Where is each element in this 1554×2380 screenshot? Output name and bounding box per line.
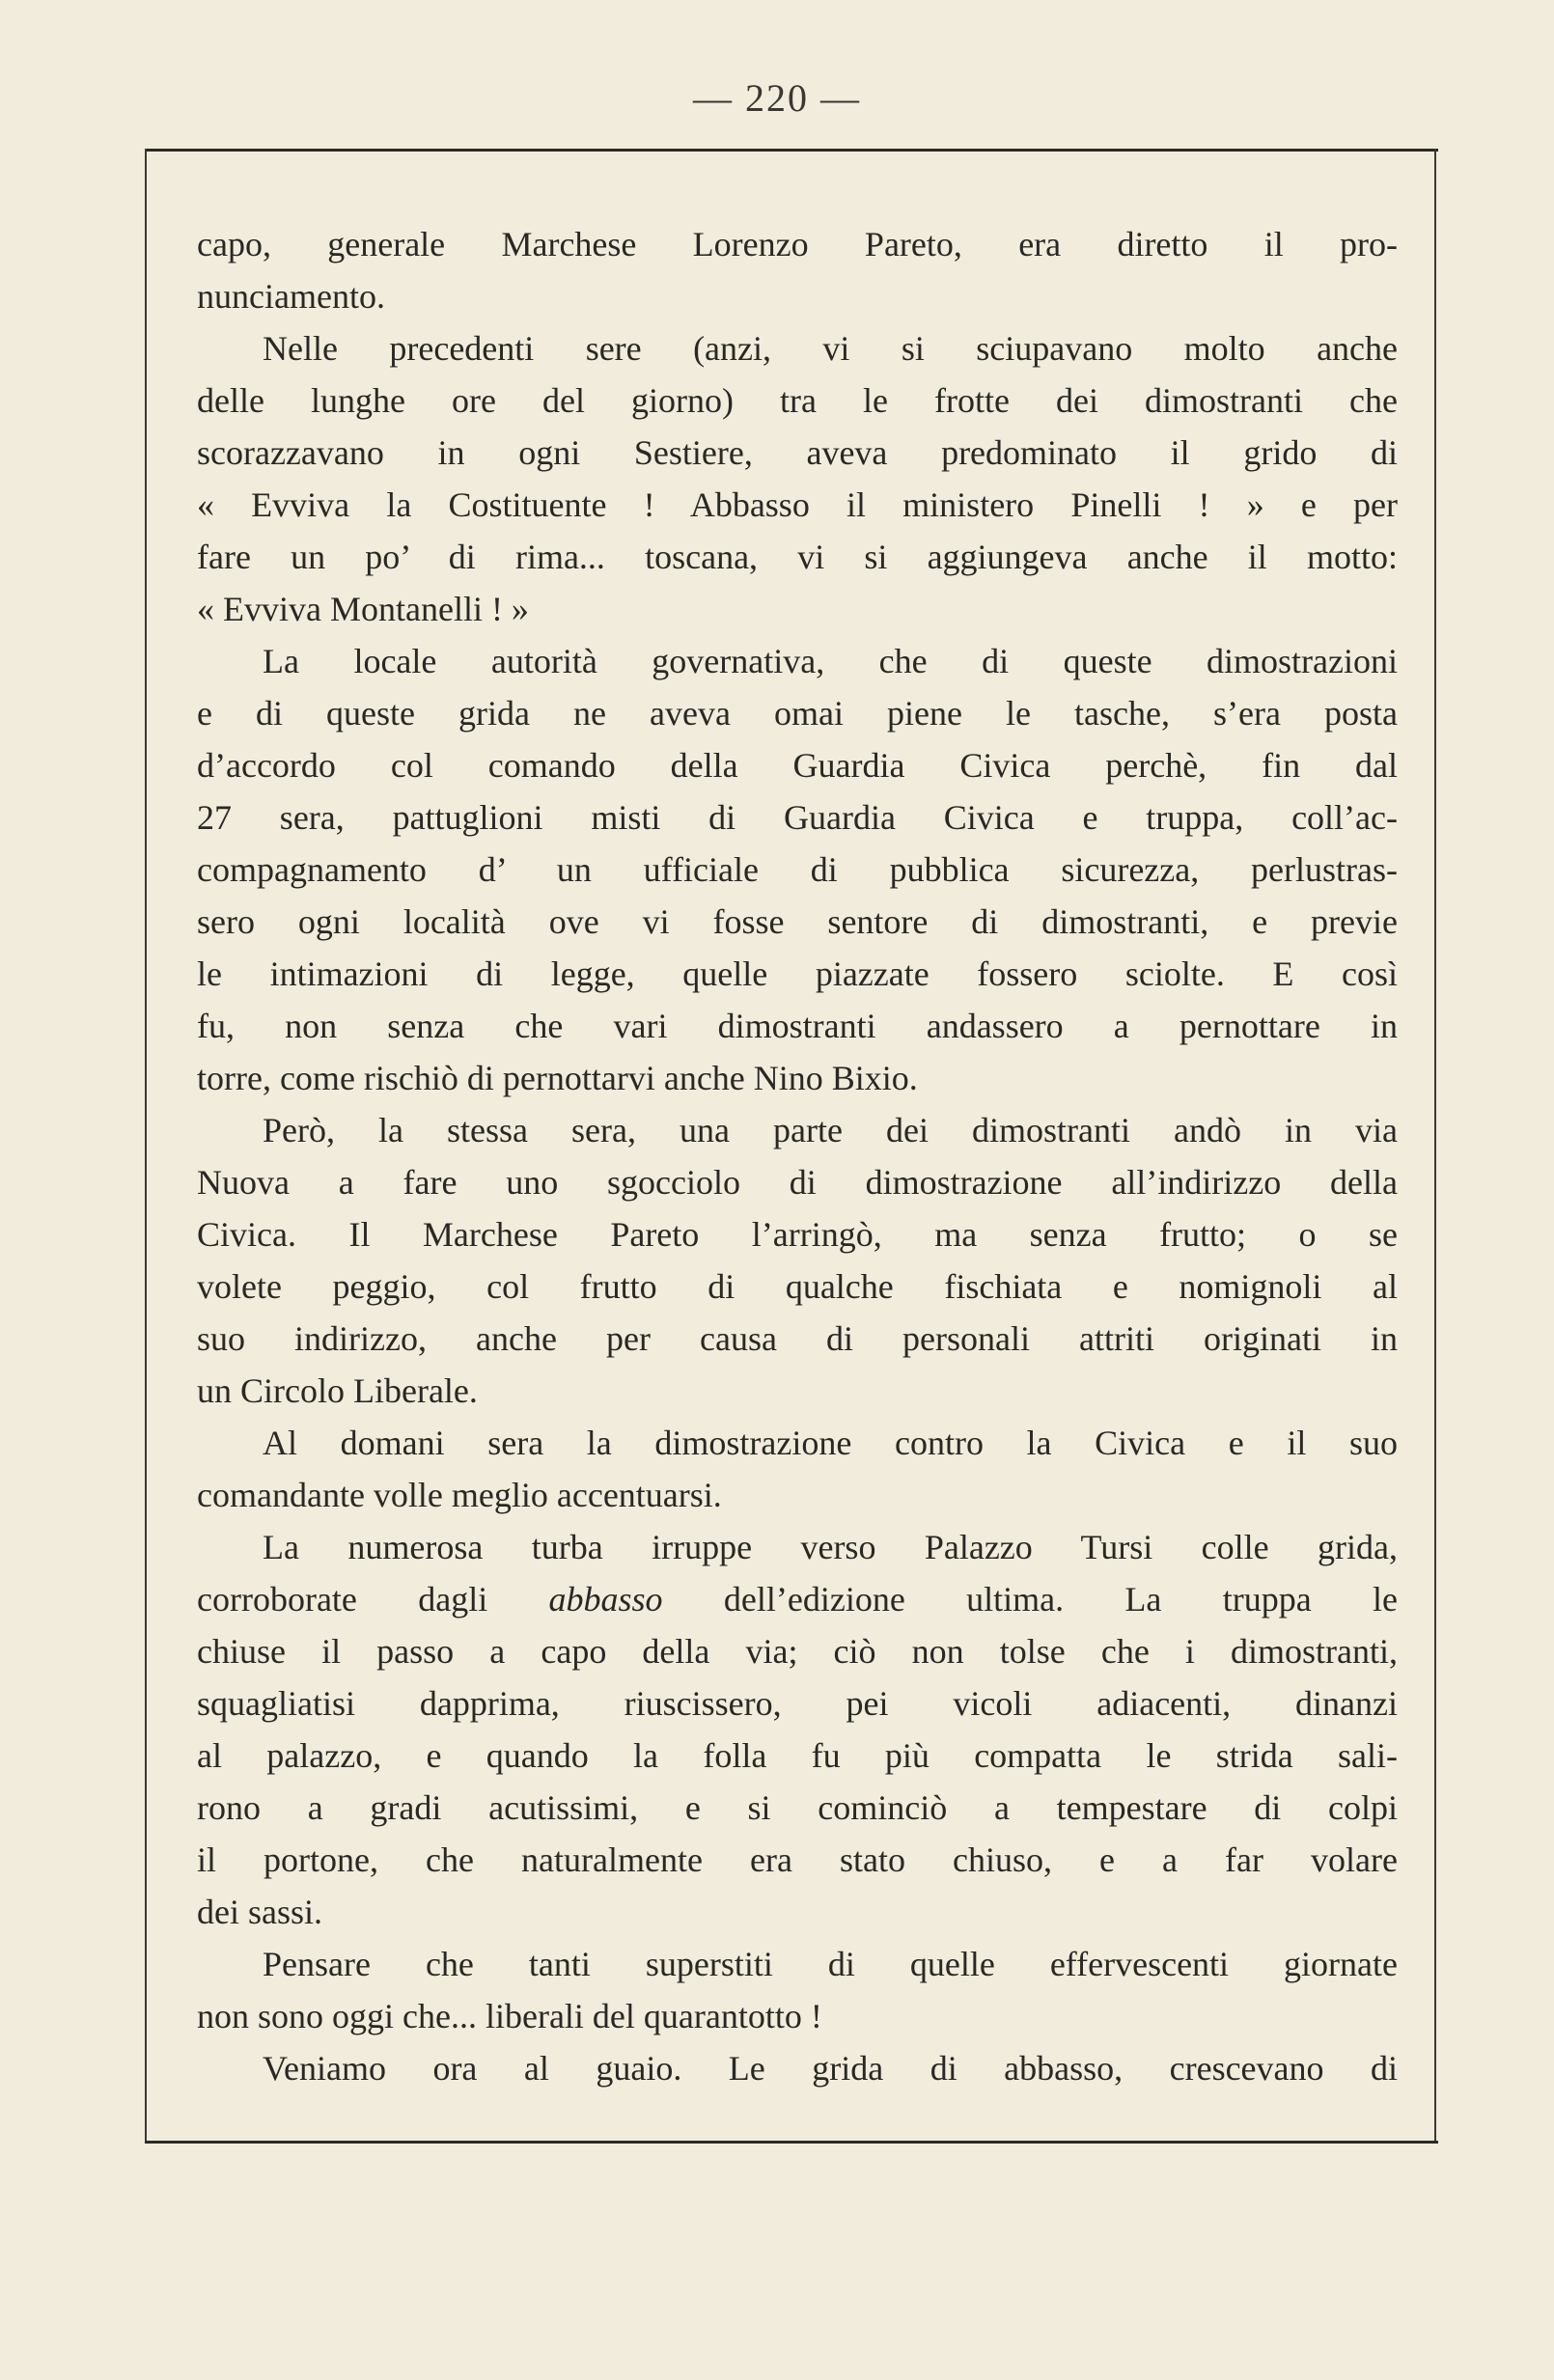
frame-top-rule [145, 149, 1438, 152]
text-line: torre, come rischiò di pernottarvi anche Nino Bixio. [197, 1059, 918, 1097]
text-line: Però, la stessa sera, una parte dei dimostranti andò in via [263, 1111, 1398, 1149]
text-line: Nuova a fare uno sgocciolo di dimostrazione all’indirizzo della [197, 1163, 1398, 1202]
text-line: scorazzavano in ogni Sestiere, aveva predominato il grido di [197, 433, 1398, 472]
text-line: le intimazioni di legge, quelle piazzate fossero sciolte. E così [197, 955, 1398, 993]
text-line: comandante volle meglio accentuarsi. [197, 1476, 722, 1514]
text-line: Al domani sera la dimostrazione contro la Civica e il suo [263, 1424, 1398, 1462]
text-line: suo indirizzo, anche per causa di personali attriti originati in [197, 1319, 1398, 1358]
text-line: La locale autorità governativa, che di queste dimostrazioni [263, 642, 1398, 680]
text-line: d’accordo col comando della Guardia Civica perchè, fin dal [197, 746, 1398, 785]
text-line: squagliatisi dapprima, riuscissero, pei vicoli adiacenti, dinanzi [197, 1684, 1398, 1723]
text-line: Civica. Il Marchese Pareto l’arringò, ma senza frutto; o se [197, 1215, 1398, 1254]
text-line: « Evviva la Costituente ! Abbasso il ministero Pinelli ! » e per [197, 485, 1398, 524]
text-line: non sono oggi che... liberali del quarantotto ! [197, 1997, 822, 2035]
text-line: sero ogni località ove vi fosse sentore di dimostranti, e previe [197, 902, 1398, 941]
frame-right-rule [1434, 149, 1436, 2143]
text-line [197, 1573, 1398, 1625]
text-line: e di queste grida ne aveva omai piene le tasche, s’era posta [197, 694, 1398, 733]
text-line: Nelle precedenti sere (anzi, vi si sciupavano molto anche [263, 329, 1398, 368]
text-line: 27 sera, pattuglioni misti di Guardia Civica e truppa, coll’ac- [197, 798, 1398, 837]
text-line: al palazzo, e quando la folla fu più compatta le strida sali- [197, 1736, 1398, 1775]
text-line: « Evviva Montanelli ! » [197, 590, 529, 628]
frame-bottom-rule [145, 2141, 1438, 2144]
text-line: nunciamento. [197, 277, 385, 316]
text-line: Veniamo ora al guaio. Le grida di abbasso, crescevano di [263, 2049, 1398, 2088]
text-segment: corroborate dagli [197, 1580, 549, 1619]
text-line: il portone, che naturalmente era stato chiuso, e a far volare [197, 1840, 1398, 1879]
text-line: chiuse il passo a capo della via; ciò non tolse che i dimostranti, [197, 1632, 1398, 1671]
text-line: volete peggio, col frutto di qualche fischiata e nomignoli al [197, 1267, 1398, 1306]
text-line: dei sassi. [197, 1893, 322, 1931]
text-line: delle lunghe ore del giorno) tra le frotte dei dimostranti che [197, 381, 1398, 420]
frame-left-rule [145, 149, 147, 2143]
text-line: fu, non senza che vari dimostranti andassero a pernottare in [197, 1007, 1398, 1045]
text-segment: dell’edizione ultima. La truppa le [662, 1580, 1398, 1619]
text-line: un Circolo Liberale. [197, 1371, 478, 1410]
text-line: capo, generale Marchese Lorenzo Pareto, era diretto il pro- [197, 225, 1398, 263]
text-line: La numerosa turba irruppe verso Palazzo Tursi colle grida, [263, 1528, 1398, 1566]
text-line: Pensare che tanti superstiti di quelle effervescenti giornate [263, 1945, 1398, 1983]
text-line: fare un po’ di rima... toscana, vi si aggiungeva anche il motto: [197, 538, 1398, 576]
body-text [197, 218, 1398, 2094]
text-line: compagnamento d’ un ufficiale di pubblica sicurezza, perlustras- [197, 850, 1398, 889]
page-number: — 220 — [693, 76, 861, 120]
text-line: rono a gradi acutissimi, e si cominciò a tempestare di colpi [197, 1788, 1398, 1827]
italic-word: abbasso [548, 1580, 663, 1619]
